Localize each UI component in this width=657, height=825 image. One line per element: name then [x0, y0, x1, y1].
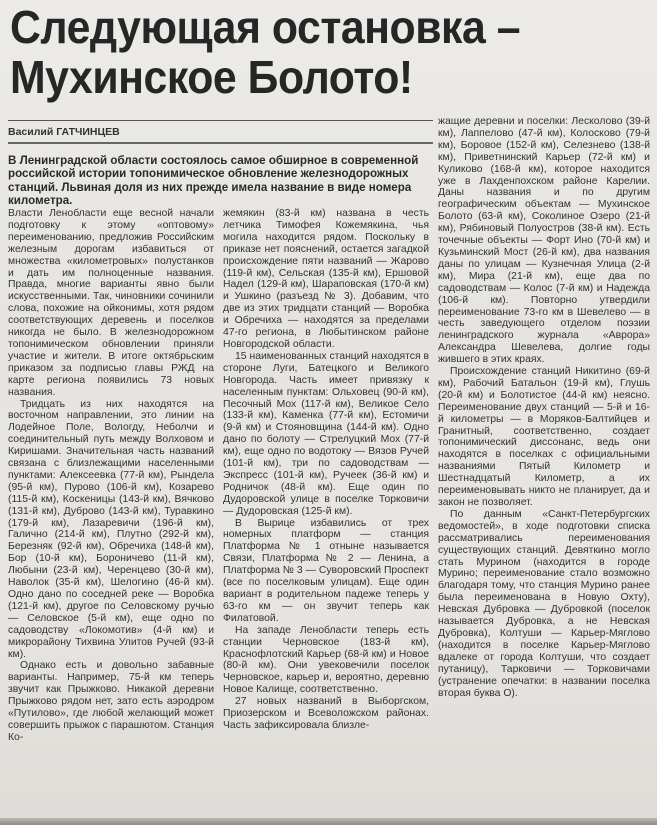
- text-column-2: [223, 208, 429, 732]
- paragraph: В Вырице избавились от трех номерных платформ — станция Платформа № 1 отныне называется Связи, Платформа № 2 — Ленина, а Платформа № 3 — Суворовский Проспект (все по поселковым улицам). Еще один вариант в родительном падеже теперь у 63-го км — он звучит теперь как Филатовой.: [223, 517, 429, 624]
- paragraph: Происхождение станций Никитино (69-й км), Рабочий Батальон (19-й км), Глушь (20-й км) и Болотистое (44-й км) неясно. Переименование двух станций — 5-й и 16-й километры — в Моряков-Балтийцев и Гранитный, соответственно, создает топонимический диссонанс, ведь они находятся в поселках с официальными названиями Пятый Километр и Шестнадцатый Километр, а их переименовывать никто не планирует, да и закон не позволяет.: [438, 366, 650, 508]
- paragraph: По данным «Санкт-Петербургских ведомостей», в ходе подготовки списка рассматривались переименования существующих станций. Девяткино могло стать Мурином (находится в городе Мурино; переименование стало возможно благодаря тому, что станция Мурино ранее была переименована в Новую Охту), Невская Дубровка — Дубровкой (поселок называется Дубровка, а не Невская Дубровка), Колтуши — Карьер-Мяглово (находится в поселке Карьер-Мяглово вдалеке от города Колтуши, что создает путаницу), Тарковичи — Торковичами (устранение опечатки: в названии поселка вторая буква О).: [438, 508, 650, 699]
- lead-paragraph: В Ленинградской области состоялось самое обширное в современной российской истории топонимическое обновление железнодорожных станций. Львиная доля из них прежде имела название в виде номера километра.: [8, 154, 419, 208]
- paragraph: 15 наименованных станций находятся в стороне Луги, Батецкого и Великого Новгорода. Часть имеет привязку к населенным пунктам: Ольховец (90-й км), Песочный Мох (117-й км), Великое Село (133-й км), Каменка (77-й км), Естомичи (9-й км) и Стояновщина (144-й км). Одно дано по болоту — Стрелуцкий Мох (77-й км), еще одно по водотоку — Вязов Ручей (101-й км), три по садоводствам — Экспресс (101-й км), Ручеек (36-й км) и Родничок (48-й км). Еще один по Дудоровской улице в поселке Торковичи — Дудоровская (125-й км).: [223, 350, 429, 517]
- text-column-1: [8, 208, 214, 744]
- page-edge: [0, 818, 657, 825]
- paragraph: Тридцать из них находятся на восточном направлении, это линии на Лодейное Поле, Вологду, Неболчи и соединительный путь между Волховом и Киришами. Значительная часть названий связана с близлежащими населенными пунктами: Алексеевка (77-й км), Рындела (95-й км), Пурово (106-й км), Козарево (115-й км), Коскеницы (143-й км), Вячково (131-й км), Дуброво (143-й км), Туравкино (179-й км), Лазаревичи (196-й км), Галично (214-й км), Плутно (292-й км), Березняк (92-й км), Обречиха (148-й км), Бор (10-й км), Бороничево (11-й км), Любыни (23-й км), Черенцево (30-й км), Наволок (35-й км), Шелогино (46-й км). Одно дано по соседней реке — Воробка (121-й км), другое по Селовскому ручью — Селовское (5-й км), еще одно по садоводству «Локомотив» (4-й км) и микрорайону Тихвина Улитов Ручей (93-й км).: [8, 398, 214, 660]
- headline-line-1: Следующая остановка –: [10, 1, 521, 53]
- headline-line-2: Мухинское Болото!: [10, 51, 413, 103]
- paragraph: Однако есть и довольно забавные варианты. Например, 75-й км теперь звучит как Прыжково. Никакой деревни Прыжково рядом нет, зато есть аэродром «Путилово», где любой желающий может совершить прыжок с парашютом. Станция Ко-: [8, 660, 214, 743]
- headline: [10, 2, 610, 102]
- paragraph: жемякин (83-й км) названа в честь летчика Тимофея Кожемякина, чья могила находится рядом. Поскольку в приказе нет пояснений, остается загадкой происхождение пяти названий — Жарово (119-й км), Сельская (135-й км), Ершовой Надел (129-й км), Шараповская (170-й км) и Ушкино (разъезд № 3). Добавим, что две из этих тридцати станций — Воробка и Обречиха — находятся за пределами 47-го региона, в Любытинском районе Новгородской области.: [223, 208, 429, 350]
- paragraph: Власти Ленобласти еще весной начали подготовку к этому «оптовому» переименованию, предложив Российским железным дорогам избавиться от множества «километровых» полустанков и дать им полноценные названия. Правда, многие варианты явно были искусственными. Так, чиновники сочинили слова, похожие на ойконимы, хотя рядом соответствующих деревень и поселков никогда не было. В железнодорожном топонимическом обновлении приняли участие и жители. В итоге октябрьским приказом за подписью главы РЖД на карте региона появились 73 новых названия.: [8, 208, 214, 398]
- paragraph: жащие деревни и поселки: Лесколово (39-й км), Лаппелово (47-й км), Колосково (79-й км), Боровое (152-й км), Селезнево (138-й км), Приветнинский Карьер (72-й км) и Куликово (168-й км), которое находится уже в Лахденпохском районе Карелии. Даны названия и по другим географическим объектам — Мухинское Болото (63-й км), Соколиное Озеро (21-й км), Рябиновый Полуостров (38-й км). Есть точечные объекты — Форт Ино (70-й км) и Кузьминский Мост (26-й км), два названия даны по улицам — Кузнечная Улица (2-й км), Мира (21-й км), еще два по садоводствам — Колос (7-й км) и Надежда (106-й км). Повторно утвердили переименование 73-го км в Шевелево — в честь заведующего отделом поэзии ленинградского журнала «Аврора» Александра Шевелева, долгие годы жившего в этих краях.: [438, 116, 650, 366]
- byline-divider: [8, 142, 433, 144]
- text-column-3: [438, 116, 650, 699]
- author-byline: Василий ГАТЧИНЦЕВ: [8, 126, 120, 138]
- paragraph: На западе Ленобласти теперь есть станции Черновское (183-й км), Краснофлотский Карьер (68-й км) и Новое (80-й км). Они увековечили поселок Черновское, карьер и, вероятно, деревню Новое Калище, соответственно.: [223, 624, 429, 696]
- paragraph: 27 новых названий в Выборгском, Приозерском и Всеволожском районах. Часть зафиксировала близле-: [223, 696, 429, 731]
- top-divider: [8, 120, 433, 121]
